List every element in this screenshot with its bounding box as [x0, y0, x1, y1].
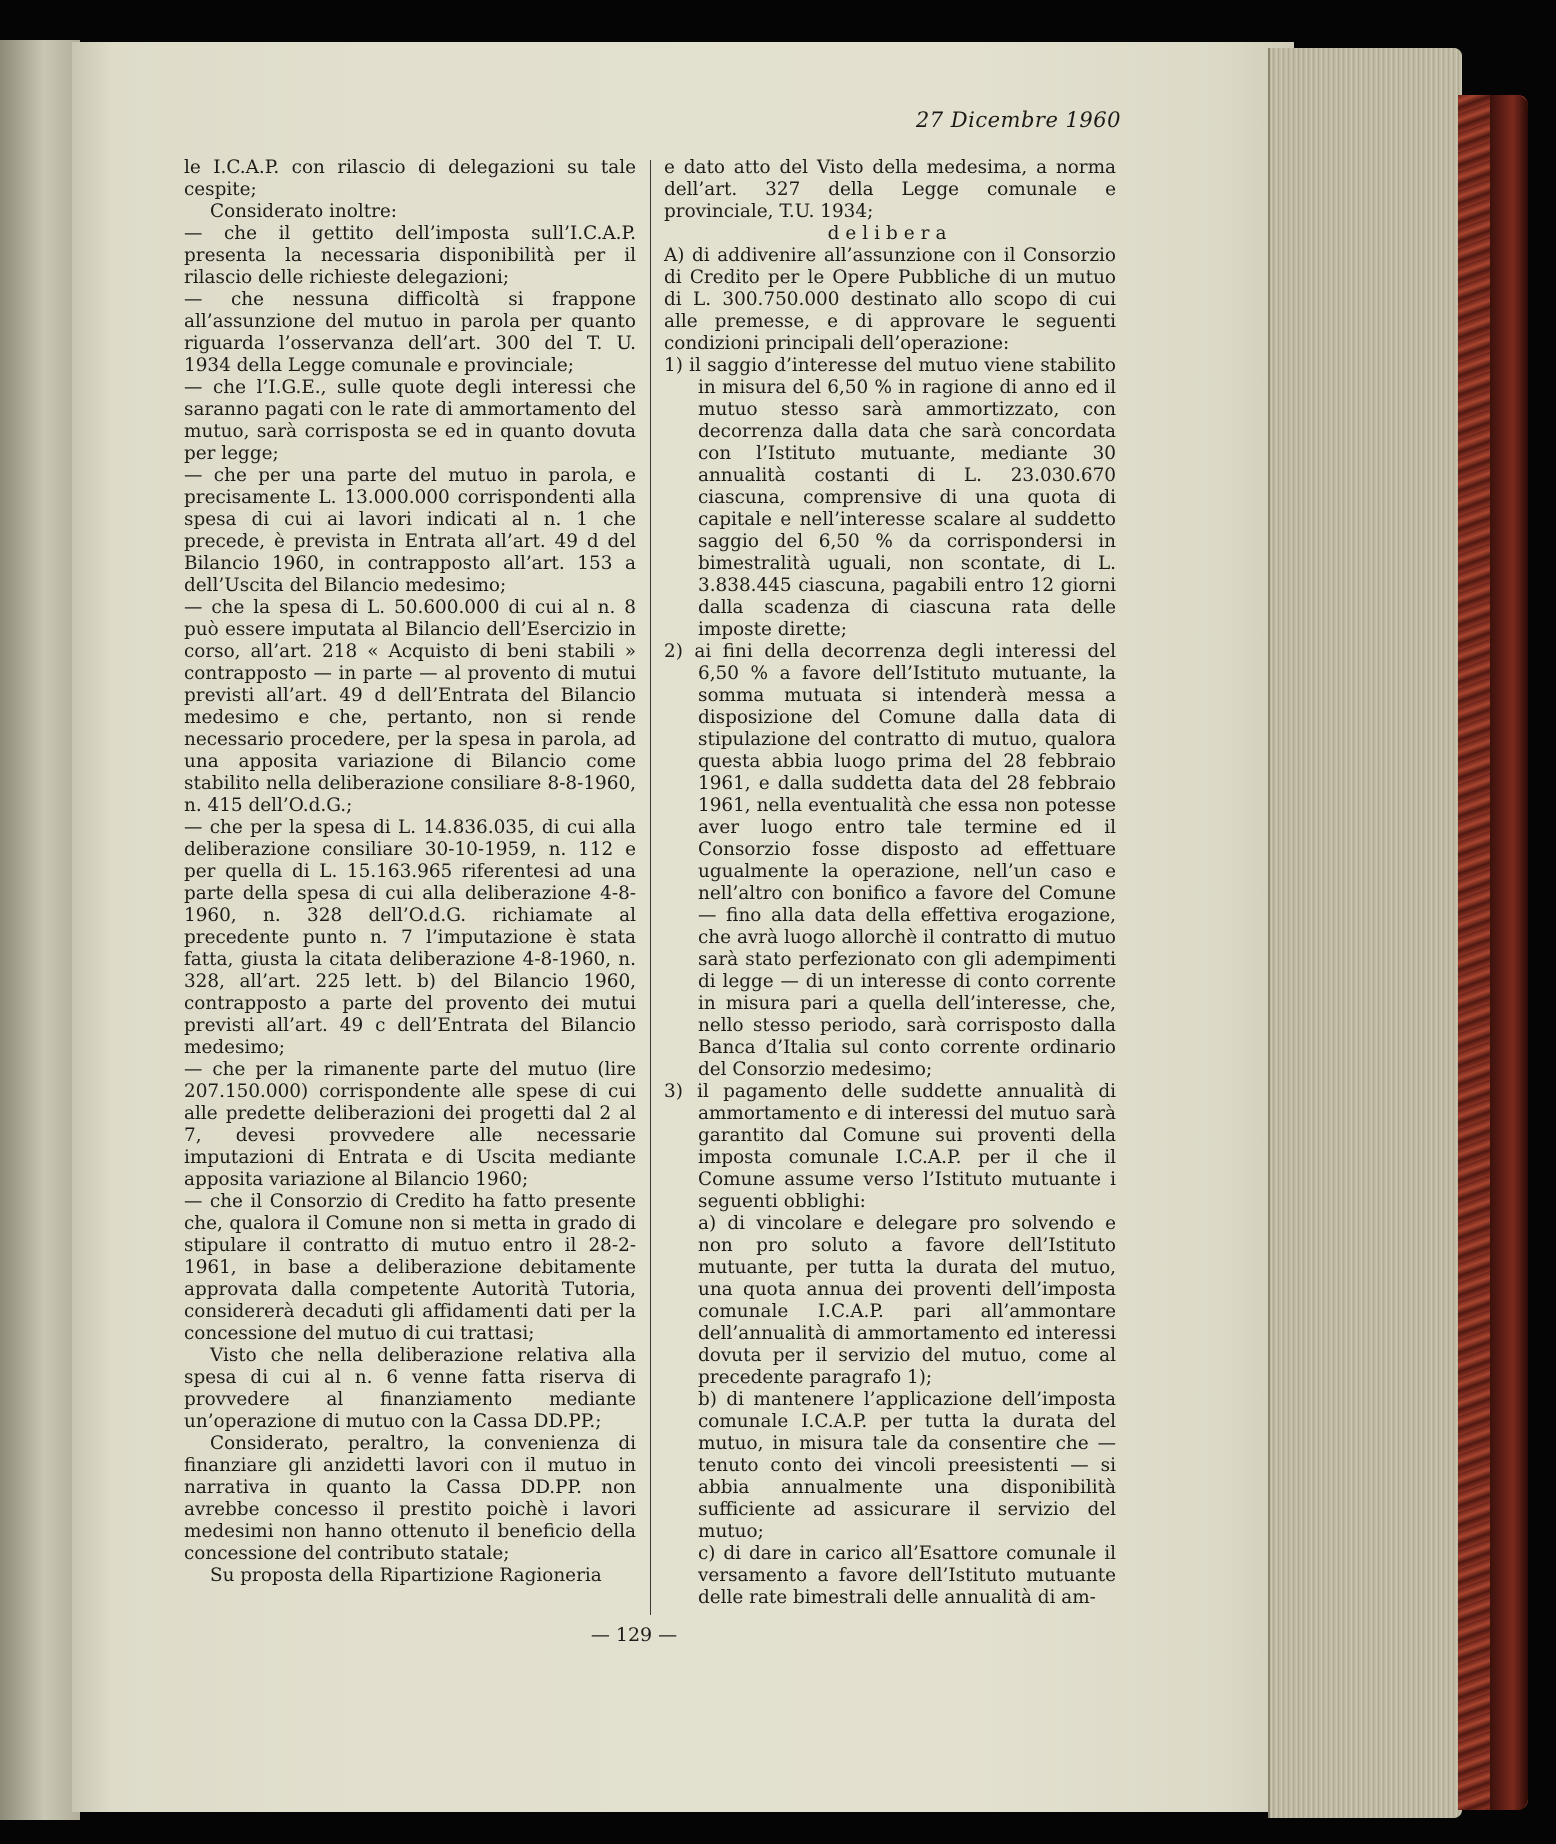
page-number: — 129 —	[590, 1624, 678, 1646]
sub-item: b) di mantenere l’applicazione dell’imposta comunale I.C.A.P. per tutta la durata del mutuo, in misura tale da consentire che — tenuto conto dei vincoli preesistenti — si abbia annualmente una disponibilità sufficiente ad assicurare il servizio del mutuo;	[698, 1389, 1116, 1542]
running-header-date: 27 Dicembre 1960	[915, 108, 1121, 132]
paragraph: — che per la rimanente parte del mutuo (lire 207.150.000) corrispondente alle spese di cui alle predette deliberazioni dei progetti dal 2 al 7, devesi provvedere alle necessarie imputazioni di Entrata e di Uscita mediante apposita variazione al Bilancio 1960;	[184, 1059, 636, 1190]
cover-edge	[1490, 95, 1528, 1810]
sub-item: a) di vincolare e delegare pro solvendo e non pro soluto a favore dell’Istituto mutuante, per tutta la durata del mutuo, una quota annua dei proventi dell’imposta comunale I.C.A.P. pari all’ammontare dell’annualità di ammortamento ed interessi dovuta per il servizio del mutuo, come al precedente paragrafo 1);	[698, 1213, 1116, 1388]
paragraph: — che per la spesa di L. 14.836.035, di cui alla deliberazione consiliare 30-10-1959, n. 112 e per quella di L. 15.163.965 riferentesi ad una parte della spesa di cui alla deliberazione 4-8-1960, n. 328 dell’O.d.G. richiamate al precedente punto n. 7 l’imputazione è stata fatta, giusta la citata deliberazione 4-8-1960, n. 328, all’art. 225 lett. b) del Bilancio 1960, contrapposto a parte del provento dei mutui previsti all’art. 49 c dell’Entrata del Bilancio medesimo;	[184, 817, 636, 1058]
left-page-edge	[0, 40, 80, 1820]
paragraph: e dato atto del Visto della medesima, a norma dell’art. 327 della Legge comunale e provinciale, T.U. 1934;	[664, 157, 1116, 222]
sub-item: c) di dare in carico all’Esattore comunale il versamento a favore dell’Istituto mutuante delle rate bimestrali delle annualità di am-	[698, 1543, 1116, 1608]
right-text-column	[664, 157, 1116, 1609]
paragraph: — che nessuna difficoltà si frappone all’assunzione del mutuo in parola per quanto riguarda l’osservanza dell’art. 300 del T. U. 1934 della Legge comunale e provinciale;	[184, 289, 636, 376]
list-item: 2) ai fini della decorrenza degli interessi del 6,50 % a favore dell’Istituto mutuante, la somma mutuata si intenderà messa a disposizione del Comune dalla data di stipulazione del contratto di mutuo, qualora questa abbia luogo prima del 28 febbraio 1961, e dalla suddetta data del 28 febbraio 1961, nella eventualità che essa non potesse aver luogo entro tale termine ed il Consorzio fosse disposto ad effettuare ugualmente la operazione, nell’un caso e nell’altro con bonifico a favore del Comune — fino alla data della effettiva erogazione, che avrà luogo allorchè il contratto di mutuo sarà stato perfezionato con gli adempimenti di legge — di un interesse di conto corrente in misura pari a quella dell’interesse, che, nello stesso periodo, sarà corrisposto dalla Banca d’Italia sul conto corrente ordinario del Consorzio medesimo;	[664, 641, 1116, 1080]
paragraph: — che la spesa di L. 50.600.000 di cui al n. 8 può essere imputata al Bilancio dell’Esercizio in corso, all’art. 218 « Acquisto di beni stabili » contrapposto — in parte — al provento di mutui previsti all’art. 49 d dell’Entrata del Bilancio medesimo e che, pertanto, non si rende necessario procedere, per la spesa in parola, ad una apposita variazione di Bilancio come stabilito nella deliberazione consiliare 8-8-1960, n. 415 dell’O.d.G.;	[184, 597, 636, 816]
page-block-edges	[1268, 48, 1462, 1818]
left-text-column	[184, 157, 636, 1587]
paragraph: A) di addivenire all’assunzione con il Consorzio di Credito per le Opere Pubbliche di un mutuo di L. 300.750.000 destinato allo scopo di cui alle premesse, e di approvare le seguenti condizioni principali dell’operazione:	[664, 245, 1116, 354]
paragraph: — che per una parte del mutuo in parola, e precisamente L. 13.000.000 corrispondenti alla spesa di cui ai lavori indicati al n. 1 che precede, è prevista in Entrata all’art. 49 d del Bilancio 1960, in contrapposto all’art. 153 a dell’Uscita del Bilancio medesimo;	[184, 465, 636, 596]
paragraph: — che il gettito dell’imposta sull’I.C.A.P. presenta la necessaria disponibilità per il rilascio delle richieste delegazioni;	[184, 223, 636, 288]
column-divider	[650, 160, 651, 1615]
delibera-heading: delibera	[827, 223, 953, 244]
list-item: 1) il saggio d’interesse del mutuo viene stabilito in misura del 6,50 % in ragione di anno ed il mutuo stesso sarà ammortizzato, con decorrenza dalla data che sarà concordata con l’Istituto mutuante, mediante 30 annualità costanti di L. 23.030.670 ciascuna, comprensive di una quota di capitale e nell’interesse scalare al suddetto saggio del 6,50 % da corrispondersi in bimestralità uguali, non scontate, di L. 3.838.445 ciascuna, pagabili entro 12 giorni dalla scadenza di ciascuna rata delle imposte dirette;	[664, 355, 1116, 640]
paragraph: Su proposta della Ripartizione Ragioneria	[210, 1565, 602, 1586]
paragraph: Visto che nella deliberazione relativa alla spesa di cui al n. 6 venne fatta riserva di provvedere al finanziamento mediante un’operazione di mutuo con la Cassa DD.PP.;	[184, 1345, 636, 1432]
paragraph: Considerato inoltre:	[210, 201, 397, 222]
paragraph: — che l’I.G.E., sulle quote degli interessi che saranno pagati con le rate di ammortamento del mutuo, sarà corrisposta se ed in quanto dovuta per legge;	[184, 377, 636, 464]
paragraph: Considerato, peraltro, la convenienza di finanziare gli anzidetti lavori con il mutuo in narrativa in quanto la Cassa DD.PP. non avrebbe concesso il prestito poichè i lavori medesimi non hanno ottenuto il beneficio della concessione del contributo statale;	[184, 1433, 636, 1564]
paragraph: — che il Consorzio di Credito ha fatto presente che, qualora il Comune non si metta in grado di stipulare il contratto di mutuo entro il 28-2-1961, in base a deliberazione debitamente approvata dalla competente Autorità Tutoria, considererà decaduti gli affidamenti dati per la concessione del mutuo di cui trattasi;	[184, 1191, 636, 1344]
paragraph: le I.C.A.P. con rilascio di delegazioni su tale cespite;	[184, 157, 636, 200]
list-item: 3) il pagamento delle suddette annualità di ammortamento e di interessi del mutuo sarà garantito dal Comune sui proventi della imposta comunale I.C.A.P. per il che il Comune assume verso l’Istituto mutuante i seguenti obblighi:	[664, 1081, 1116, 1212]
